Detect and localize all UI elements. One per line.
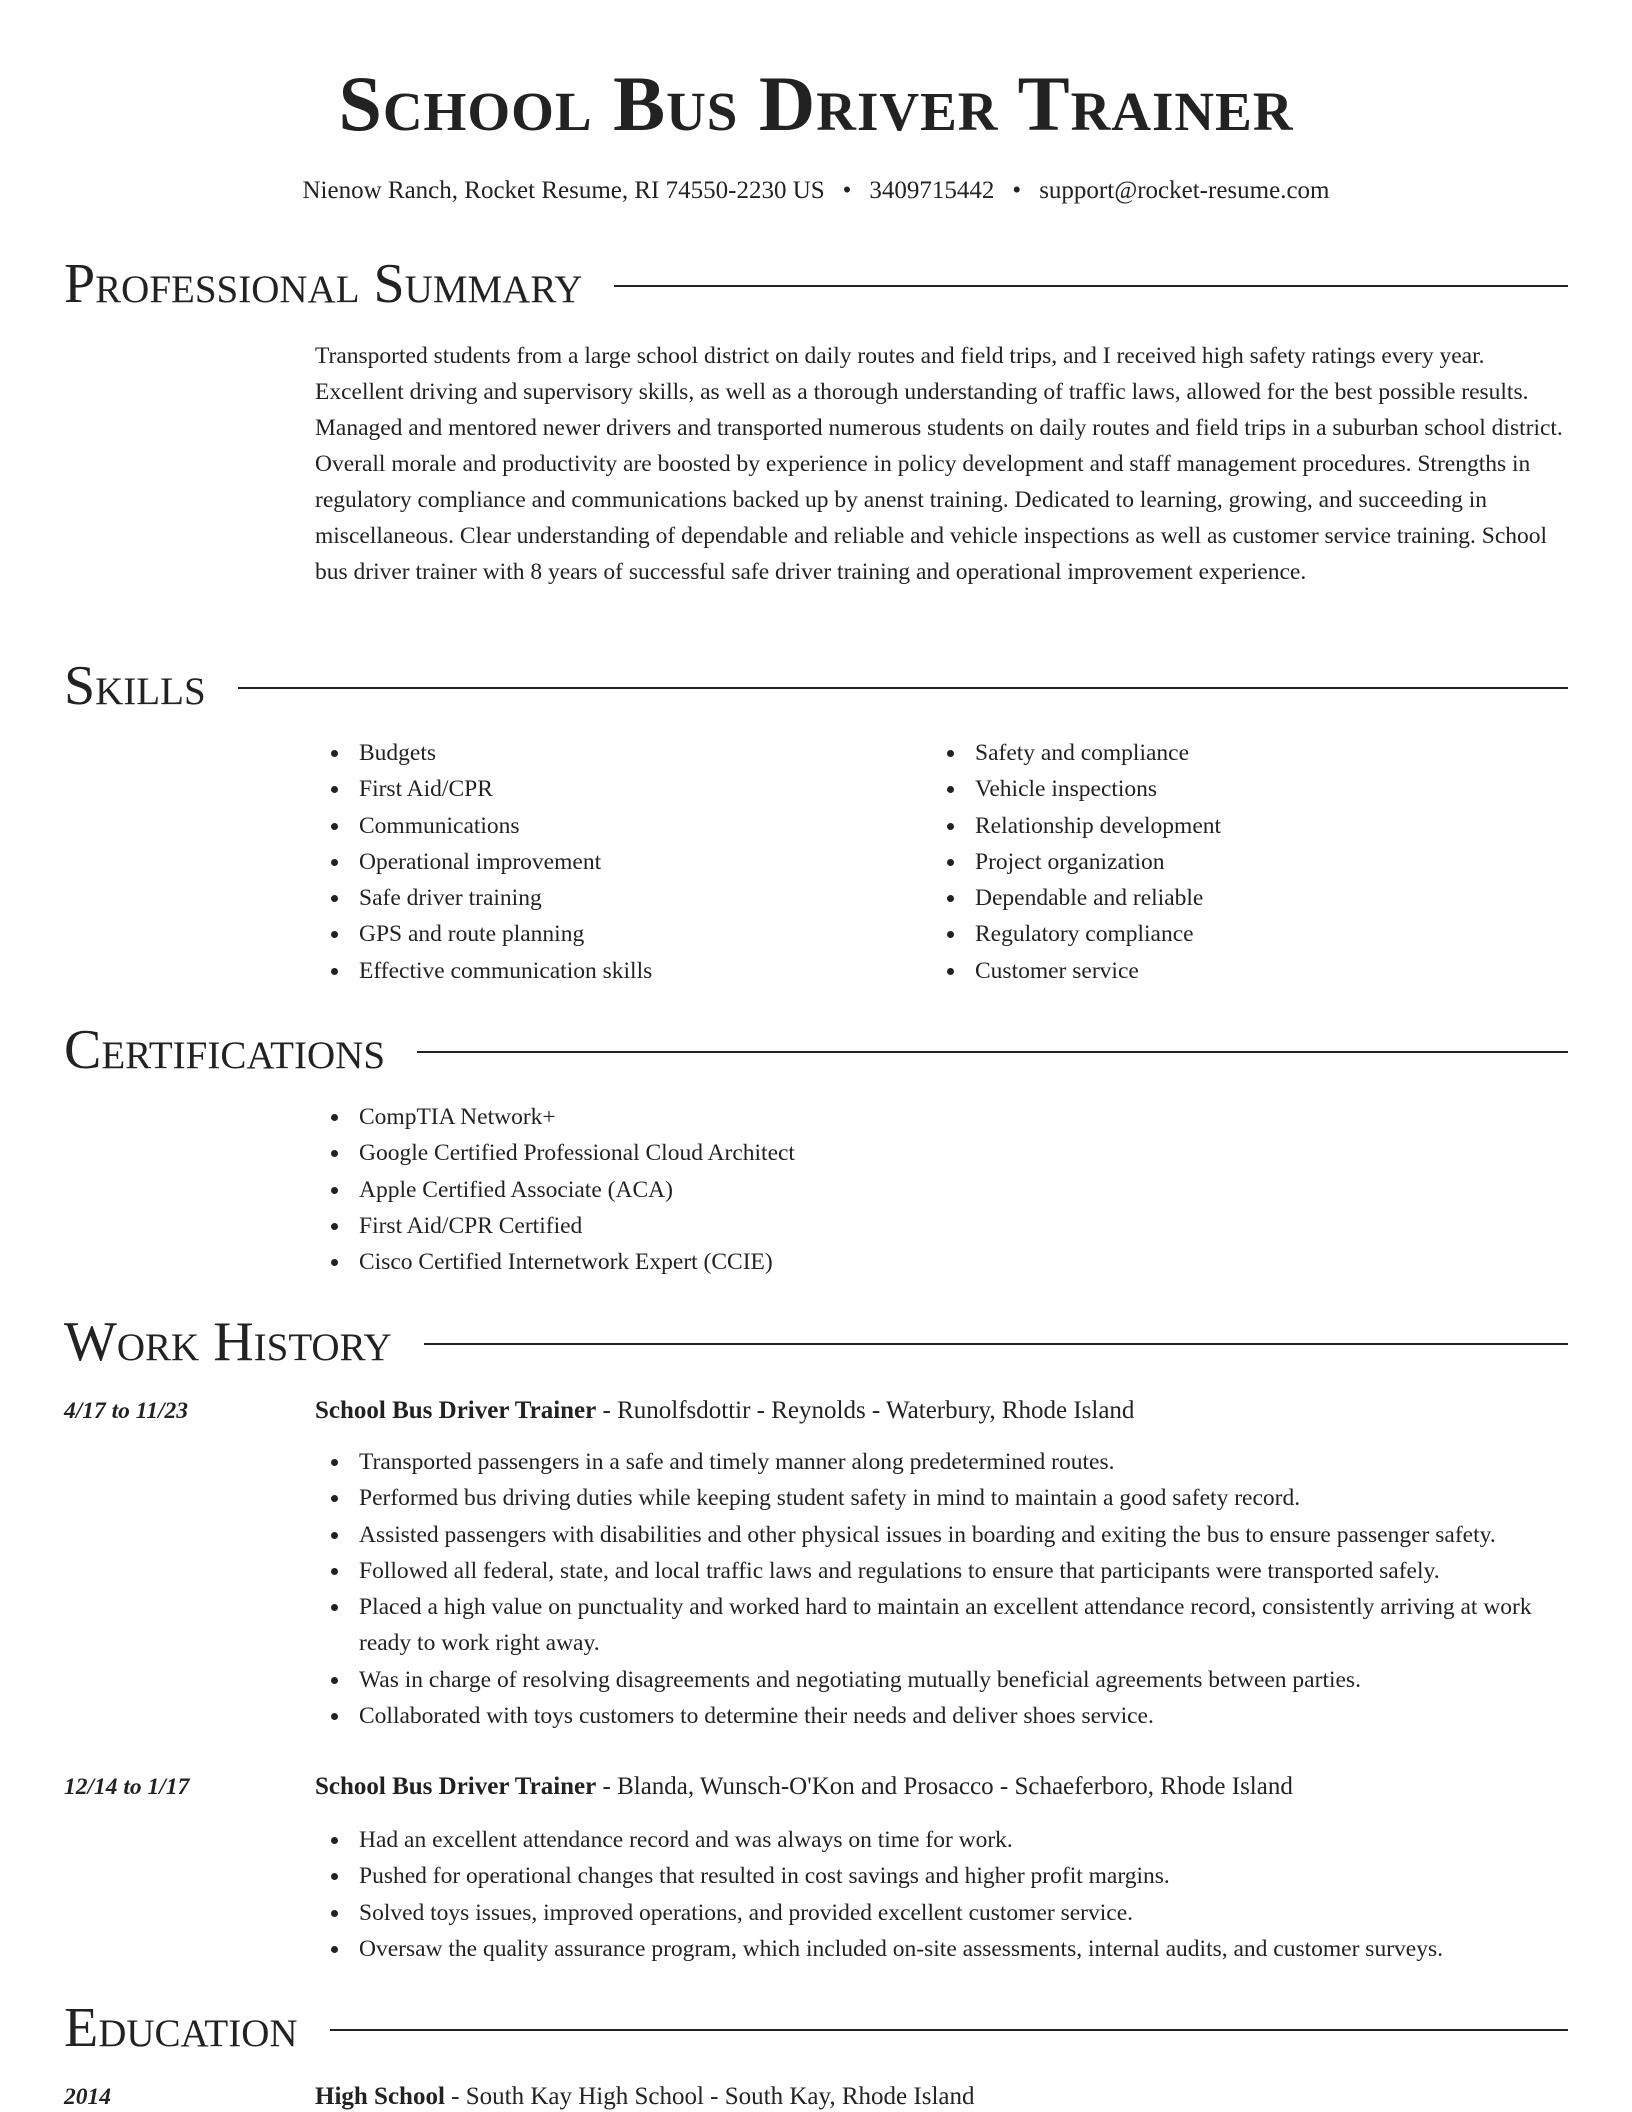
certification-item: CompTIA Network+: [315, 1099, 1215, 1135]
education-details: - South Kay High School - South Kay, Rhode Island: [444, 2083, 975, 2110]
job-title: School Bus Driver Trainer: [315, 1397, 597, 1424]
job-duty-item: Pushed for operational changes that resulted in cost savings and higher profit margins.: [315, 1858, 1575, 1894]
job-title: School Bus Driver Trainer: [315, 1773, 597, 1800]
job-dates: 4/17 to 11/23: [64, 1398, 189, 1424]
separator: •: [1012, 177, 1022, 204]
email[interactable]: support@rocket-resume.com: [1039, 177, 1330, 204]
job-details: - Runolfsdottir - Reynolds - Waterbury, Rhode Island: [596, 1397, 1135, 1424]
summary-section-header: [64, 252, 1568, 316]
skills-left-column: [315, 735, 915, 989]
education-year: 2014: [64, 2084, 111, 2110]
job-duty-item: Solved toys issues, improved operations, and provided excellent customer service.: [315, 1895, 1575, 1931]
section-divider: [330, 2029, 1568, 2031]
job-duty-item: Oversaw the quality assurance program, which included on-site assessments, internal audits, and customer surveys.: [315, 1931, 1575, 1967]
job-duty-item: Placed a high value on punctuality and worked hard to maintain an excellent attendance record, consistently arriving at work ready to work right away.: [315, 1589, 1575, 1662]
skill-item: Customer service: [931, 953, 1531, 989]
certifications-list: [315, 1099, 1215, 1280]
skills-section-header: [64, 654, 1568, 718]
job-duties: [315, 1822, 1575, 1967]
section-divider: [424, 1343, 1568, 1345]
section-heading: Education: [64, 1997, 298, 2059]
skill-item: Dependable and reliable: [931, 880, 1531, 916]
section-divider: [238, 687, 1568, 689]
job-duty-item: Transported passengers in a safe and timely manner along predetermined routes.: [315, 1444, 1575, 1480]
certifications-section-header: [64, 1018, 1568, 1082]
address: Nienow Ranch, Rocket Resume, RI 74550-2230 US: [302, 177, 825, 204]
certification-item: Apple Certified Associate (ACA): [315, 1172, 1215, 1208]
section-divider: [614, 285, 1568, 287]
certification-item: Cisco Certified Internetwork Expert (CCIE): [315, 1244, 1215, 1280]
degree: High School: [315, 2083, 445, 2110]
skill-item: GPS and route planning: [315, 916, 915, 952]
section-heading: Professional Summary: [64, 253, 583, 315]
section-heading: Work History: [64, 1311, 392, 1373]
certifications-column: [315, 1099, 1215, 1280]
skill-item: First Aid/CPR: [315, 771, 915, 807]
job-duties-list: [315, 1444, 1575, 1734]
summary-text: Transported students from a large school district on daily routes and field trips, and I received high safety ratings every year. Excellent driving and supervisory skills, as well as a thorough understanding of traffic laws, allowed for the best possible results. Managed and mentored newer drivers and transported numerous students on daily routes and field trips in a suburban school district. Overall morale and productivity are boosted by experience in policy development and staff management procedures. Strengths in regulatory compliance and communications backed up by anenst training. Dedicated to learning, growing, and succeeding in miscellaneous. Clear understanding of dependable and reliable and vehicle inspections as well as customer service training. School bus driver trainer with 8 years of successful safe driver training and operational improvement experience.: [315, 343, 1563, 585]
skills-right-column: [931, 735, 1531, 989]
work-history-section-header: [64, 1310, 1568, 1374]
job-duty-item: Followed all federal, state, and local traffic laws and regulations to ensure that participants were transported safely.: [315, 1553, 1575, 1589]
job-duty-item: Collaborated with toys customers to determine their needs and deliver shoes service.: [315, 1698, 1575, 1734]
skill-item: Vehicle inspections: [931, 771, 1531, 807]
job-heading: [315, 1769, 1570, 1805]
resume-name: School Bus Driver Trainer: [338, 60, 1294, 147]
education-heading: [315, 2079, 1570, 2112]
job-duties: [315, 1444, 1575, 1734]
job-duties-list: [315, 1822, 1575, 1967]
skills-list-right: [931, 735, 1531, 989]
section-heading: Certifications: [64, 1019, 386, 1081]
section-divider: [417, 1051, 1568, 1053]
skill-item: Budgets: [315, 735, 915, 771]
job-duty-item: Had an excellent attendance record and was always on time for work.: [315, 1822, 1575, 1858]
skill-item: Regulatory compliance: [931, 916, 1531, 952]
skill-item: Relationship development: [931, 808, 1531, 844]
skill-item: Project organization: [931, 844, 1531, 880]
skill-item: Safety and compliance: [931, 735, 1531, 771]
certification-item: Google Certified Professional Cloud Architect: [315, 1135, 1215, 1171]
skill-item: Effective communication skills: [315, 953, 915, 989]
separator: •: [842, 177, 852, 204]
contact-line: [0, 174, 1632, 208]
section-heading: Skills: [64, 655, 206, 717]
certification-item: First Aid/CPR Certified: [315, 1208, 1215, 1244]
job-duty-item: Was in charge of resolving disagreements and negotiating mutually beneficial agreements between parties.: [315, 1662, 1575, 1698]
skill-item: Safe driver training: [315, 880, 915, 916]
job-duty-item: Performed bus driving duties while keeping student safety in mind to maintain a good safety record.: [315, 1480, 1575, 1516]
job-heading: [315, 1393, 1570, 1429]
job-dates: 12/14 to 1/17: [64, 1774, 190, 1800]
job-details: - Blanda, Wunsch-O'Kon and Prosacco - Schaeferboro, Rhode Island: [596, 1773, 1293, 1800]
skills-list-left: [315, 735, 915, 989]
education-section-header: [64, 1996, 1568, 2060]
job-duty-item: Assisted passengers with disabilities and other physical issues in boarding and exiting the bus to ensure passenger safety.: [315, 1517, 1575, 1553]
phone[interactable]: 3409715442: [869, 177, 995, 204]
skill-item: Operational improvement: [315, 844, 915, 880]
skill-item: Communications: [315, 808, 915, 844]
